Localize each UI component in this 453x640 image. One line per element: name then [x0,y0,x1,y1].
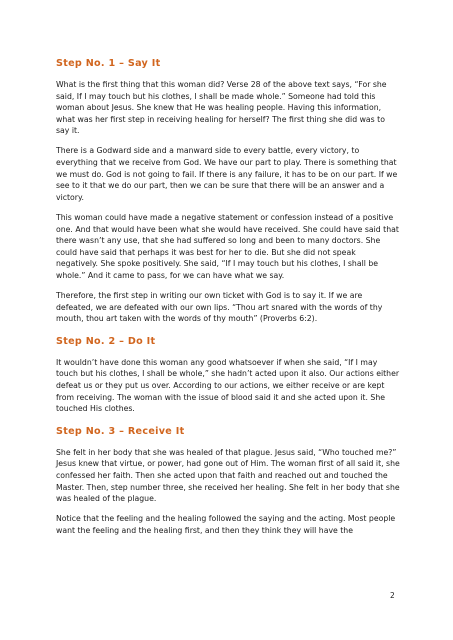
section-heading-step-3: Step No. 3 – Receive It [56,425,185,437]
section-heading-step-1: Step No. 1 – Say It [56,58,161,69]
document-page [56,58,400,545]
paragraph: There is a Godward side and a manward side to every battle, every victory, to everything that we receive from God. We have our part to play. There is something that we must do. God is not going to fail. If there is any failure, it has to be on our part. If we see to it that we do our part, then we can be sure that there will be an answer and a victory. [56,146,398,202]
paragraph: This woman could have made a negative statement or confession instead of a positive one. And that would have been what she would have received. She could have said that there wasn’t any use, that she had suffered so long and been to many doctors. She could have said that perhaps it was best for her to die. But she did not speak negatively. She spoke positively. She said, “If I may touch but his clothes, I shall be whole.” And it came to pass, for we can have what we say. [56,212,399,280]
paragraph: It wouldn’t have done this woman any good whatsoever if when she said, “If I may touch but his clothes, I shall be whole,” she hadn’t acted upon it also. Our actions either defeat us or they put us over. According to our actions, we either receive or are kept from receiving. The woman with the issue of blood said it and she acted upon it. She touched His clothes. [56,357,400,414]
paragraph: She felt in her body that she was healed of that plague. Jesus said, “Who touched me?” Jesus knew that virtue, or power, had gone out of Him. The woman first of all said it, she confessed her faith. Then she acted upon that faith and reached out and touched the Master. Then, step number three, she received her healing. She felt in her body that she was healed of the plague. [56,447,400,504]
paragraph: What is the first thing that this woman did? Verse 28 of the above text says, “For she said, If I may touch but his clothes, I shall be made whole.” Someone had told this woman about Jesus. She knew that He was healing people. Having this information, what was her first step in receiving healing for herself? The first thing she did was to say it. [56,80,387,136]
section-heading-step-2: Step No. 2 – Do It [56,335,156,347]
page-number: 2 [390,591,395,600]
paragraph: Therefore, the first step in writing our own ticket with God is to say it. If we are defeated, we are defeated with our own lips. “Thou art snared with the words of thy mouth, thou art taken with the words of thy mouth” (Proverbs 6:2). [56,291,383,324]
paragraph: Notice that the feeling and the healing followed the saying and the acting. Most people want the feeling and the healing first, and then they think they will have the [56,514,396,535]
